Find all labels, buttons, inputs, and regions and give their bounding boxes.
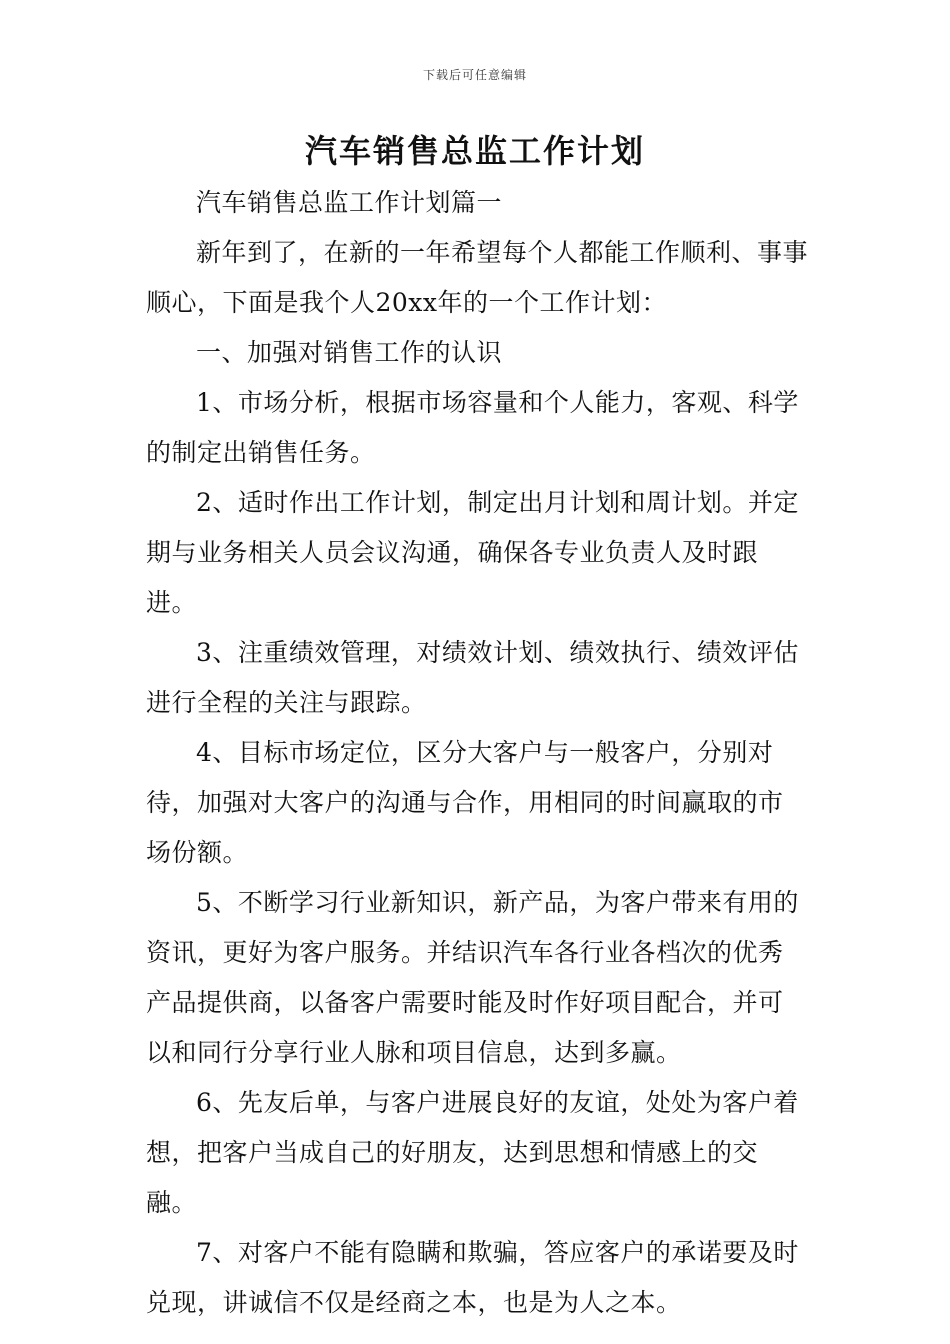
- paragraph-item-2: 2、适时作出工作计划，制定出月计划和周计划。并定期与业务相关人员会议沟通，确保各专业负责人及时跟进。: [146, 488, 799, 617]
- paragraph-item-6: 6、先友后单，与客户进展良好的友谊，处处为客户着想，把客户当成自己的好朋友，达到思想和情感上的交融。: [146, 1088, 799, 1217]
- document-body: [146, 178, 808, 1328]
- section-heading: 一、加强对销售工作的认识: [196, 338, 503, 367]
- paragraph-subtitle: 汽车销售总监工作计划篇一: [196, 188, 503, 217]
- paragraph-item-1: 1、市场分析，根据市场容量和个人能力，客观、科学的制定出销售任务。: [146, 388, 799, 467]
- paragraph-intro: 新年到了，在新的一年希望每个人都能工作顺利、事事顺心，下面是我个人20xx年的一个工作计划：: [146, 238, 809, 317]
- paragraph-item-5: 5、不断学习行业新知识，新产品，为客户带来有用的资讯，更好为客户服务。并结识汽车各行业各档次的优秀产品提供商，以备客户需要时能及时作好项目配合，并可以和同行分享行业人脉和项目信息，达到多赢。: [146, 888, 799, 1067]
- paragraph-item-7: 7、对客户不能有隐瞒和欺骗，答应客户的承诺要及时兑现，讲诚信不仅是经商之本，也是为人之本。: [146, 1238, 799, 1317]
- header-note: 下载后可任意编辑: [422, 68, 527, 82]
- paragraph-item-3: 3、注重绩效管理，对绩效计划、绩效执行、绩效评估进行全程的关注与跟踪。: [146, 638, 799, 717]
- document-title: 汽车销售总监工作计划: [304, 132, 645, 170]
- paragraph-item-4: 4、目标市场定位，区分大客户与一般客户，分别对待，加强对大客户的沟通与合作，用相同的时间赢取的市场份额。: [146, 738, 784, 867]
